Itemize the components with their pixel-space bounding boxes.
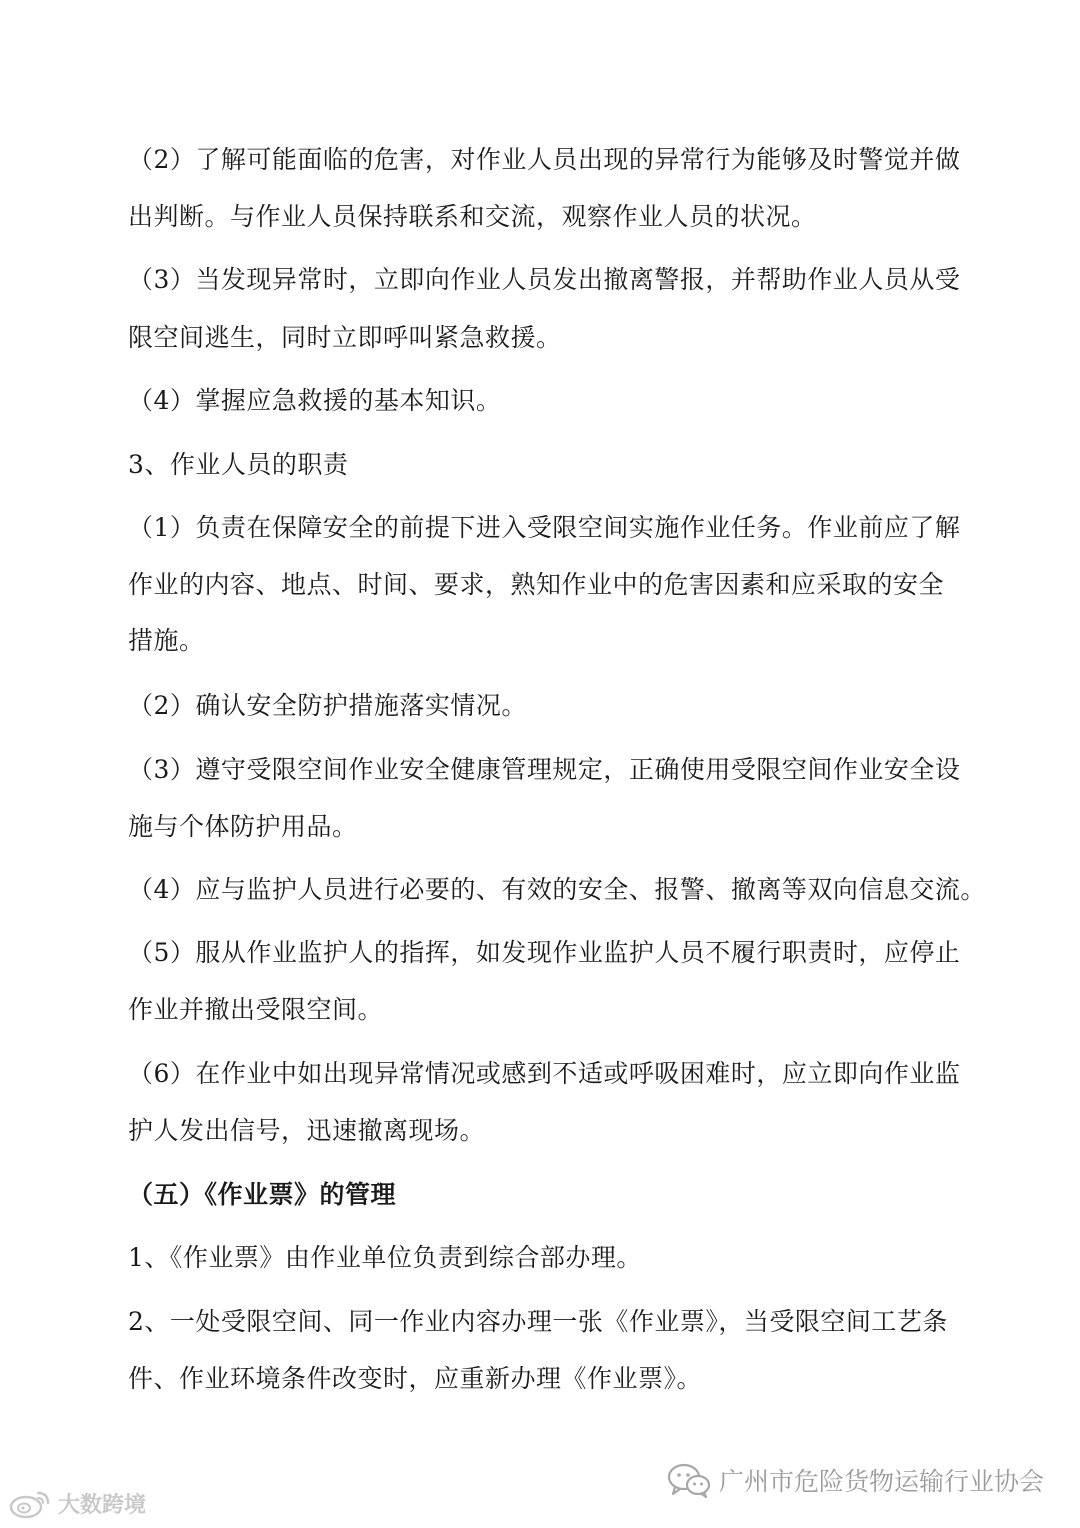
paragraph-line: （2）了解可能面临的危害，对作业人员出现的异常行为能够及时警觉并做 (128, 145, 961, 174)
paragraph-line: （2）确认安全防护措施落实情况。 (128, 691, 527, 720)
paragraph-line: （1）负责在保障安全的前提下进入受限空间实施作业任务。作业前应了解 (128, 513, 961, 542)
paragraph-line: （5）服从作业监护人的指挥，如发现作业监护人员不履行职责时，应停止 (128, 938, 961, 967)
paragraph-line: 施与个体防护用品。 (128, 812, 358, 841)
weibo-logo-icon (8, 1489, 54, 1519)
paragraph-line: 1、《作业票》由作业单位负责到综合部办理。 (128, 1243, 642, 1272)
wechat-account-name: 广州市危险货物运输行业协会 (718, 1467, 1044, 1496)
paragraph-line: （3）当发现异常时，立即向作业人员发出撤离警报，并帮助作业人员从受 (128, 265, 961, 294)
paragraph-line: 措施。 (128, 626, 205, 655)
paragraph-line: 限空间逃生，同时立即呼叫紧急救援。 (128, 323, 562, 352)
wechat-icon (667, 1462, 711, 1498)
paragraph-line: （3）遵守受限空间作业安全健康管理规定，正确使用受限空间作业安全设 (128, 755, 961, 784)
section-heading: 3、作业人员的职责 (128, 450, 349, 479)
paragraph-line: 2、一处受限空间、同一作业内容办理一张《作业票》，当受限空间工艺条 (128, 1307, 948, 1336)
paragraph-line: （4）掌握应急救援的基本知识。 (128, 386, 502, 415)
watermark-text: 大数跨境 (58, 1493, 147, 1518)
paragraph-line: 件、作业环境条件改变时，应重新办理《作业票》。 (128, 1364, 703, 1393)
paragraph-line: 作业并撤出受限空间。 (128, 995, 384, 1024)
paragraph-line: （4）应与监护人员进行必要的、有效的安全、报警、撤离等双向信息交流。 (128, 875, 986, 904)
corner-watermark (8, 1488, 146, 1519)
wechat-account-mark (667, 1462, 1044, 1498)
paragraph-line: （6）在作业中如出现异常情况或感到不适或呼吸困难时，应立即向作业监 (128, 1059, 961, 1088)
paragraph-line: 出判断。与作业人员保持联系和交流，观察作业人员的状况。 (128, 202, 817, 231)
paragraph-line: 作业的内容、地点、时间、要求，熟知作业中的危害因素和应采取的安全 (128, 570, 945, 599)
paragraph-line: 护人发出信号，迅速撤离现场。 (128, 1116, 486, 1145)
section-heading-bold: （五）《作业票》的管理 (128, 1180, 397, 1209)
